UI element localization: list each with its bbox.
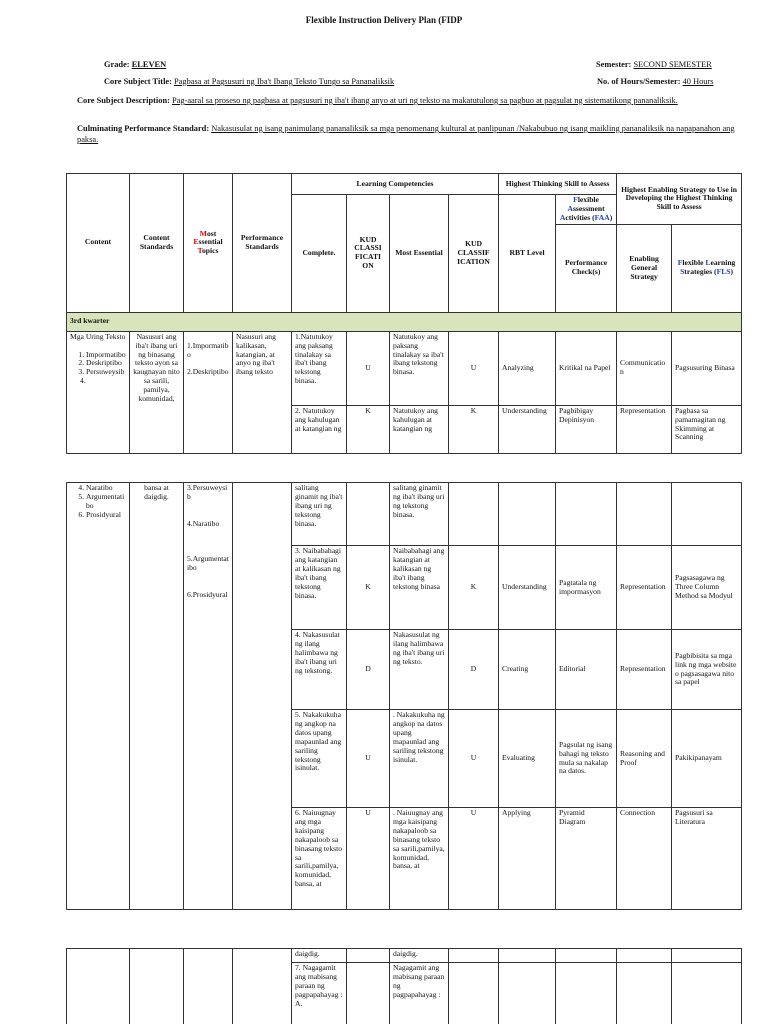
kud-cell: K: [347, 546, 390, 630]
kud-cell: [449, 963, 499, 1024]
kud-cell: K: [449, 405, 499, 453]
header-learning-competencies: Learning Competencies: [292, 174, 499, 195]
description-value: Pag-aaral sa proseso ng pagbasa at pagsusuri ng iba't ibang anyo at uri ng teksto na makatutulong sa pagbuo at pagsulat ng sistematikong pananaliksik.: [171, 96, 678, 105]
faa-cell: Pagbibigay Depinisyon: [556, 405, 617, 453]
kud-cell: [347, 483, 390, 546]
header-complete: Complete.: [292, 195, 347, 313]
list-item: 2. Deskriptibo: [86, 359, 126, 368]
egs-cell: Communication: [617, 331, 672, 405]
kud-cell: [347, 963, 390, 1024]
fidp-table-part-2: [66, 482, 742, 910]
faa-cell: [556, 949, 617, 963]
subject-line: [104, 76, 394, 87]
content-cell: [67, 483, 130, 910]
kud-cell: [347, 949, 390, 963]
egs-cell: [617, 963, 672, 1024]
fls-cell: [672, 949, 742, 963]
content-cell: Mga Uring Teksto 1. Impormatibo 2. Deskriptibo 3. Persuweysib 4.: [67, 331, 130, 453]
kud-cell: U: [449, 808, 499, 910]
complete-cell: 1.Natutukoy ang paksang tinalakay sa iba't ibang tekstong binasa.: [292, 331, 347, 405]
description-label: Core Subject Description:: [77, 96, 170, 105]
complete-cell: 4. Nakasusulat ng ilang halimbawa ng iba't ibang uri ng tekstong.: [292, 630, 347, 710]
complete-cell: salitang ginamit ng iba't ibang uri ng tekstong binasa.: [292, 483, 347, 546]
rbt-cell: Analyzing: [499, 331, 556, 405]
faa-cell: Kritikal na Papel: [556, 331, 617, 405]
content-cell: [67, 949, 130, 1024]
egs-cell: Reasoning and Proof: [617, 710, 672, 808]
header-most-essential-topics: Most Essential Topics: [184, 174, 233, 313]
culminating-label: Culminating Performance Standard:: [77, 124, 210, 133]
grade-value: ELEVEN: [131, 60, 167, 69]
faa-cell: [556, 963, 617, 1024]
description-line: [77, 95, 727, 106]
most-essential-cell: Naibabahagi ang katangian at kalikasan ng iba't ibang tekstong binasa: [390, 546, 449, 630]
list-item: 6. Prosidyural: [86, 511, 126, 520]
grade-label: Grade:: [104, 60, 130, 69]
header-highest-thinking-skill: Highest Thinking Skill to Assess: [499, 174, 617, 195]
kud-cell: U: [347, 808, 390, 910]
header-fls: Flexible Learning Strategies (FLS): [672, 224, 742, 312]
egs-cell: Connection: [617, 808, 672, 910]
hours-line: [597, 76, 714, 87]
header-rbt-level: RBT Level: [499, 195, 556, 313]
fls-cell: Pagsasagawa ng Three Column Method sa Modyul: [672, 546, 742, 630]
subject-label: Core Subject Title:: [104, 77, 172, 86]
kud-cell: D: [347, 630, 390, 710]
subject-value: Pagbasa at Pagsusuri ng Iba't Ibang Teksto Tungo sa Pananaliksik: [174, 77, 395, 86]
header-highest-enabling-strategy: Highest Enabling Strategy to Use in Developing the Highest Thinking Skill to Assess: [617, 174, 742, 225]
most-essential-cell: daigdig.: [390, 949, 449, 963]
most-essential-cell: salitang ginamit ng iba't ibang uri ng tekstong binasa.: [390, 483, 449, 546]
header-performance-check: Performance Check(s): [556, 224, 617, 312]
fls-cell: [672, 963, 742, 1024]
faa-cell: Editorial: [556, 630, 617, 710]
semester-value: SECOND SEMESTER: [633, 60, 712, 69]
list-item: 3. Persuweysib: [86, 368, 126, 377]
content-standards-cell: Nasusuri ang iba't ibang uri ng binasang teksto ayon sa kaugnayan nito sa sarili, pamilya, komunidad,: [130, 331, 184, 453]
kud-cell: U: [347, 710, 390, 808]
rbt-cell: [499, 949, 556, 963]
kud-cell: [449, 949, 499, 963]
fls-cell: Pakikipanayam: [672, 710, 742, 808]
list-item: 4. Naratibo: [86, 484, 126, 493]
kud-cell: [449, 483, 499, 546]
fidp-table-part-3: [66, 948, 742, 1024]
complete-cell: 5. Nakakukuha ng angkop na datos upang mapaunlad ang sariling tekstong isinulat.: [292, 710, 347, 808]
hours-label: No. of Hours/Semester:: [597, 77, 681, 86]
performance-standards-cell: Nasusuri ang kalikasan, katangian, at anyo ng iba't ibang teksto: [233, 331, 292, 453]
topics-cell: [184, 949, 233, 1024]
most-essential-cell: Nakasusulat ng ilang halimbawa ng iba't ibang uri ng teksto.: [390, 630, 449, 710]
fls-cell: Pagbasa sa pamamagitan ng Skimming at Scanning: [672, 405, 742, 453]
fls-cell: Pagsusuring Binasa: [672, 331, 742, 405]
fls-cell: [672, 483, 742, 546]
complete-cell: 3. Naibabahagi ang katangian at kalikasan ng iba't ibang tekstong binasa.: [292, 546, 347, 630]
semester-label: Semester:: [596, 60, 632, 69]
rbt-cell: [499, 483, 556, 546]
header-performance-standards: Performance Standards: [233, 174, 292, 313]
kud-cell: U: [449, 331, 499, 405]
quarter-band: 3rd kwarter: [67, 312, 742, 331]
rbt-cell: Creating: [499, 630, 556, 710]
culminating-value: Nakasusulat ng isang panimulang pananaliksik sa mga penomenang kultural at panlipunan /Nakabubuo ng isang maikling pananaliksik na napapanahon ang paksa.: [77, 124, 735, 144]
header-faa: Flexible Assessment Activities (FAA): [556, 195, 617, 225]
list-item: 1. Impormatibo: [86, 351, 126, 360]
header-content-standards: Content Standards: [130, 174, 184, 313]
most-essential-cell: . Naiuugnay ang mga kaisipang nakapaloob sa binasang teksto sa sarili,pamilya, komunidad, bansa, at: [390, 808, 449, 910]
egs-cell: Representation: [617, 630, 672, 710]
rbt-cell: Evaluating: [499, 710, 556, 808]
complete-cell: 2. Natutukoy ang kahulugan at katangian ng: [292, 405, 347, 453]
kud-cell: U: [449, 710, 499, 808]
content-standards-cell: [130, 949, 184, 1024]
most-essential-cell: Natutukoy ang paksang tinalakay sa iba't ibang tekstong binasa.: [390, 331, 449, 405]
topics-cell: 1.Impormatibo 2.Deskriptibo: [184, 331, 233, 453]
most-essential-cell: Natutukoy ang kahulugan at katangian ng: [390, 405, 449, 453]
header-kud-classification-2: KUD CLASSIF ICATION: [449, 195, 499, 313]
complete-cell: daigdig.: [292, 949, 347, 963]
fidp-table-part-1: [66, 173, 742, 454]
rbt-cell: Applying: [499, 808, 556, 910]
grade-line: [104, 59, 166, 70]
header-content: Content: [67, 174, 130, 313]
performance-standards-cell: [233, 949, 292, 1024]
egs-cell: Representation: [617, 405, 672, 453]
faa-cell: Pyramid Diagram: [556, 808, 617, 910]
content-standards-cell: bansa at daigdig.: [130, 483, 184, 910]
topics-cell: 3.Persuweysib 4.Naratibo 5.Argumentatibo 6.Prosidyural: [184, 483, 233, 910]
fls-cell: Pagbibisita sa mga link ng mga website o pagsasagawa nito sa papel: [672, 630, 742, 710]
egs-cell: [617, 949, 672, 963]
rbt-cell: Understanding: [499, 405, 556, 453]
most-essential-cell: . Nakakukuha ng angkop na datos upang mapaunlad ang sariling tekstong isinulat.: [390, 710, 449, 808]
complete-cell: 7. Nagagamit ang mabisang paraan ng pagpapahayag : A.: [292, 963, 347, 1024]
document-title: Flexible Instruction Delivery Plan (FIDP: [305, 15, 463, 25]
hours-value: 40 Hours: [682, 77, 714, 86]
faa-cell: Pagsulat ng isang bahagi ng teksto mula sa nakalap na datos.: [556, 710, 617, 808]
egs-cell: [617, 483, 672, 546]
most-essential-cell: Nagagamit ang mabisang paraan ng pagpapahayag :: [390, 963, 449, 1024]
faa-cell: [556, 483, 617, 546]
kud-cell: K: [347, 405, 390, 453]
rbt-cell: Understanding: [499, 546, 556, 630]
kud-cell: D: [449, 630, 499, 710]
header-most-essential: Most Essential: [390, 195, 449, 313]
egs-cell: Representation: [617, 546, 672, 630]
complete-cell: 6. Naiuugnay ang mga kaisipang nakapaloob sa binasang teksto sa sarili,pamilya, komunidad, bansa, at: [292, 808, 347, 910]
faa-cell: Pagtatala ng impormasyon: [556, 546, 617, 630]
kud-cell: U: [347, 331, 390, 405]
list-item: 5. Argumentatibo: [86, 493, 126, 511]
fls-cell: Pagsusuri sa Literatura: [672, 808, 742, 910]
header-kud-classification-1: KUD CLASSI FICATI ON: [347, 195, 390, 313]
performance-standards-cell: [233, 483, 292, 910]
culminating-line: [77, 123, 737, 145]
kud-cell: K: [449, 546, 499, 630]
rbt-cell: [499, 963, 556, 1024]
header-enabling-general-strategy: Enabling General Strategy: [617, 224, 672, 312]
semester-line: [596, 59, 712, 70]
